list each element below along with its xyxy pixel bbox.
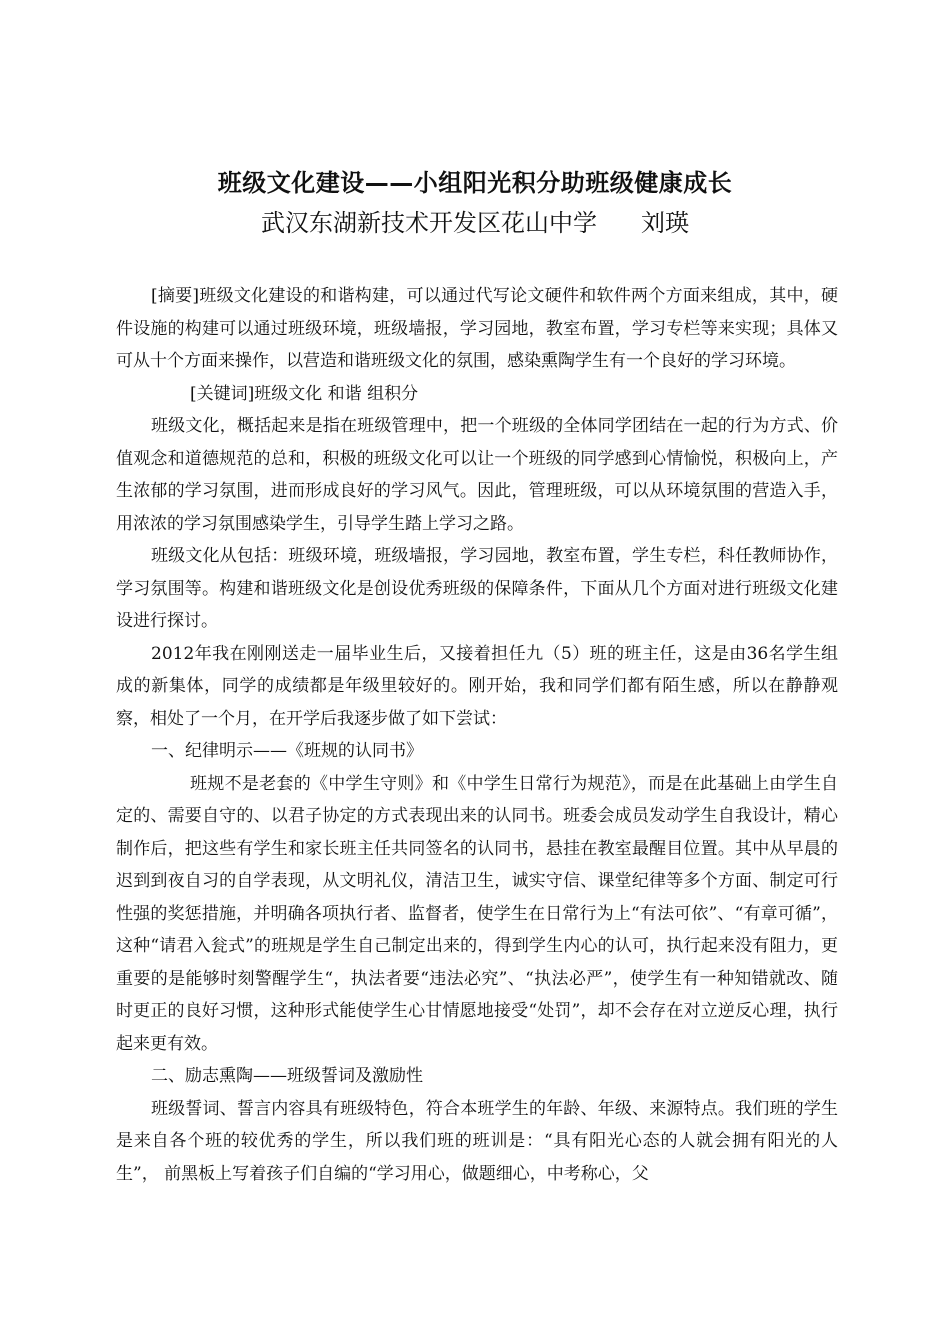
author-name: 刘瑛 — [641, 209, 689, 237]
document-byline — [0, 206, 950, 240]
document-title: 班级文化建设——小组阳光积分助班级健康成长 — [217, 169, 733, 197]
section-paragraph: 班级誓词、誓言内容具有班级特色，符合本班学生的年龄、年级、来源特点。我们班的学生是来自各个班的较优秀的学生，所以我们班的班训是：“具有阳光心态的人就会拥有阳光的人生”， 前黑板上写着孩子们自编的“学习用心，做题细心，中考称心，父 — [116, 1098, 838, 1184]
body-paragraph: 2012年我在刚刚送走一届毕业生后，又接着担任九（5）班的班主任，这是由36名学生组成的新集体，同学的成绩都是年级里较好的。刚开始，我和同学们都有陌生感，所以在静静观察，相处了一个月，在开学后我逐步做了如下尝试： — [116, 643, 838, 729]
section-heading: 一、纪律明示——《班规的认同书》 — [151, 741, 423, 761]
document-body — [116, 280, 838, 1190]
abstract-paragraph: [摘要]班级文化建设的和谐构建，可以通过代写论文硬件和软件两个方面来组成，其中，硬件设施的构建可以通过班级环境，班级墙报，学习园地，教室布置，学习专栏等来实现；具体又可从十个方面来操作，以营造和谐班级文化的氛围，感染熏陶学生有一个良好的学习环境。 — [116, 286, 838, 371]
section-heading: 二、励志熏陶——班级誓词及激励性 — [151, 1066, 423, 1086]
keywords-line: [关键词]班级文化 和谐 组积分 — [190, 383, 419, 404]
body-paragraph: 班级文化从包括：班级环境，班级墙报，学习园地，教室布置，学生专栏，科任教师协作，学习氛围等。构建和谐班级文化是创设优秀班级的保障条件，下面从几个方面对进行班级文化建设进行探讨。 — [116, 546, 838, 631]
section-paragraph: 班规不是老套的《中学生守则》和《中学生日常行为规范》，而是在此基础上由学生自定的、需要自守的、以君子协定的方式表现出来的认同书。班委会成员发动学生自我设计，精心制作后，把这些有学生和家长班主任共同签名的认同书，悬挂在教室最醒目位置。其中从早晨的迟到到夜自习的自学表现，从文明礼仪，清洁卫生，诚实守信、课堂纪律等多个方面、制定可行性强的奖惩措施，并明确各项执行者、监督者，使学生在日常行为上“有法可依”、“有章可循”，这种“请君入瓮式”的班规是学生自己制定出来的，得到学生内心的认可，执行起来没有阻力，更重要的是能够时刻警醒学生“，执法者要“违法必究”、“执法必严”，使学生有一种知错就改、随时更正的良好习惯，这种形式能使学生心甘情愿地接受“处罚”，却不会存在对立逆反心理，执行起来更有效。 — [116, 773, 838, 1054]
body-paragraph: 班级文化，概括起来是指在班级管理中，把一个班级的全体同学团结在一起的行为方式、价值观念和道德规范的总和，积极的班级文化可以让一个班级的同学感到心情愉悦，积极向上，产生浓郁的学习氛围，进而形成良好的学习风气。因此，管理班级，可以从环境氛围的营造入手，用浓浓的学习氛围感染学生，引导学生踏上学习之路。 — [116, 416, 838, 534]
school-name: 武汉东湖新技术开发区花山中学 — [261, 209, 597, 237]
